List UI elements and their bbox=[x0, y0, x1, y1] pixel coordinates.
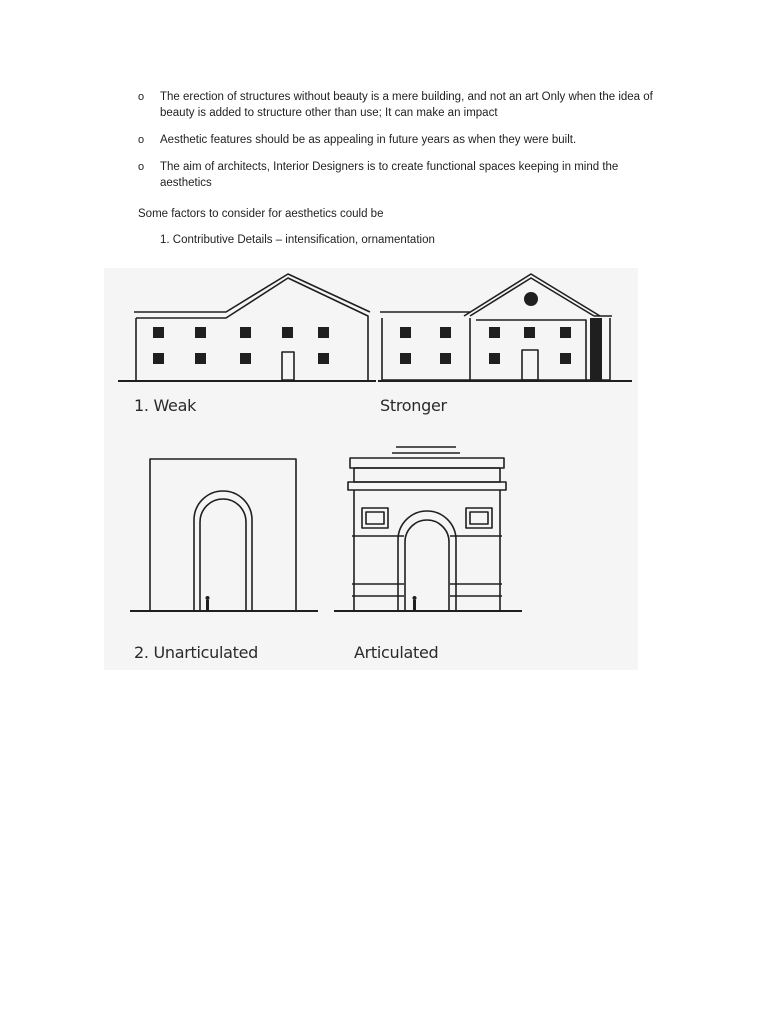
numbered-item: 1. Contributive Details – intensification, ornamentation bbox=[160, 234, 435, 246]
bullet-text: The erection of structures without beauty is a mere building, and not an art Only when the idea of beauty is added to structure other than use; It can make an impact bbox=[160, 91, 653, 119]
caption-weak: 1. Weak bbox=[134, 396, 197, 415]
bullet-text: The aim of architects, Interior Designers is to create functional spaces keeping in mind the aesthetics bbox=[160, 161, 619, 189]
caption-articulated: Articulated bbox=[354, 643, 439, 662]
factors-intro: Some factors to consider for aesthetics could be bbox=[138, 208, 384, 220]
bullet-marker: o bbox=[138, 91, 145, 103]
caption-stronger: Stronger bbox=[380, 396, 447, 415]
caption-unarticulated: 2. Unarticulated bbox=[134, 643, 258, 662]
bullet-marker: o bbox=[138, 134, 145, 146]
bullet-marker: o bbox=[138, 161, 145, 173]
figure-background bbox=[104, 268, 638, 670]
bullet-text: Aesthetic features should be as appealing in future years as when they were built. bbox=[160, 134, 577, 146]
